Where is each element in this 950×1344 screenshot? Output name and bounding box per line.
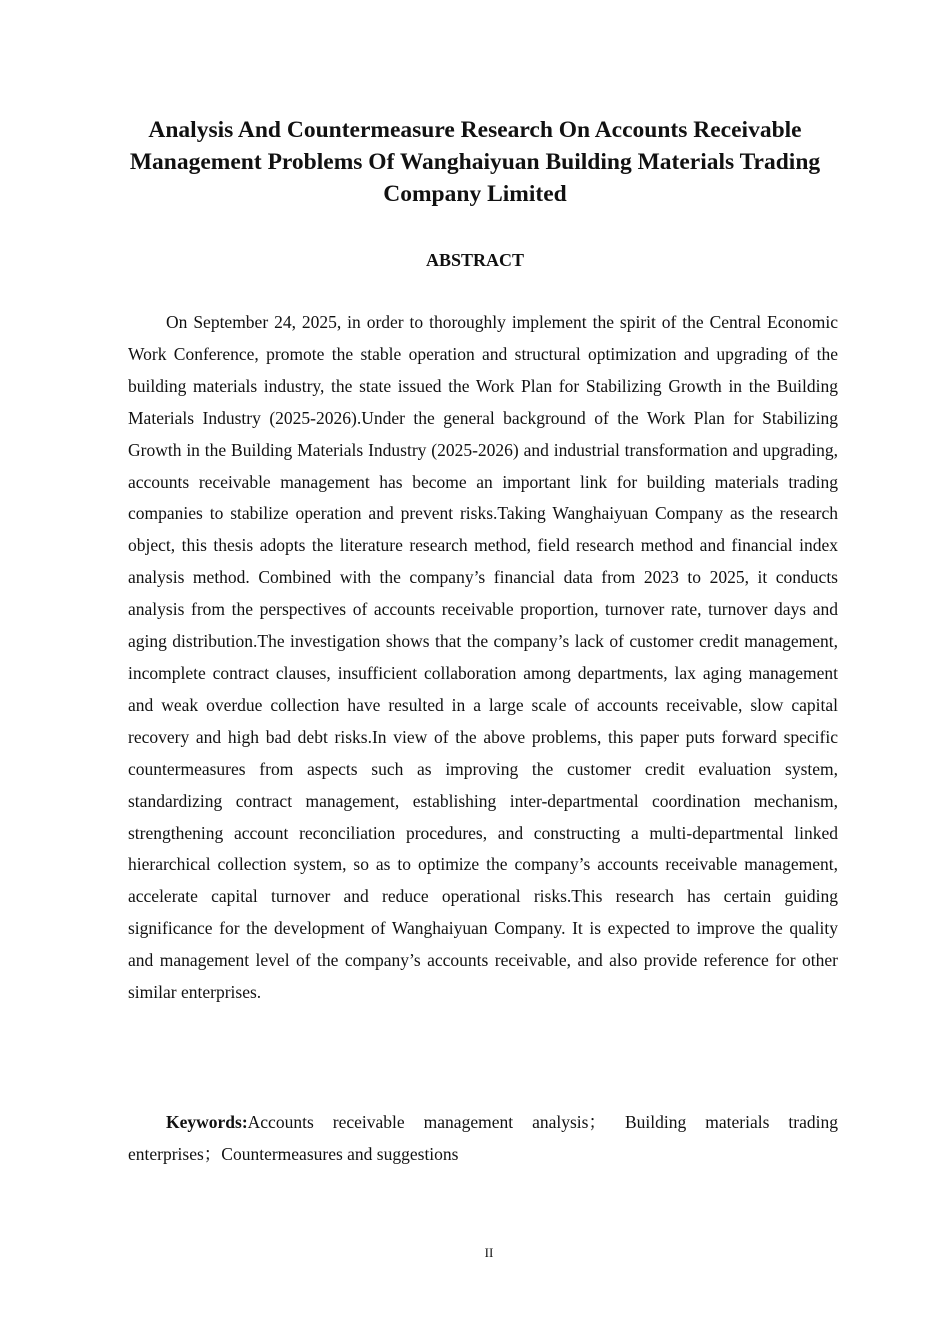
keywords-label: Keywords: <box>166 1112 248 1132</box>
paper-title: Analysis And Countermeasure Research On Accounts Receivable Management Problems Of Wanghaiyuan Building Materials Trading Company Limited <box>129 117 821 207</box>
abstract-heading: ABSTRACT <box>425 250 525 270</box>
keywords-text: Accounts receivable management analysis； Building materials trading enterprises；Countermeasures and suggestions <box>128 1112 838 1164</box>
page-number: II <box>484 1245 494 1260</box>
keywords-paragraph <box>128 1106 838 1170</box>
abstract-body: On September 24, 2025, in order to thoroughly implement the spirit of the Central Economic Work Conference, promote the stable operation and structural optimization and upgrading of the building materials industry, the state issued the Work Plan for Stabilizing Growth in the Building Materials Industry (2025-2026).Under the general background of the Work Plan for Stabilizing Growth in the Building Materials Industry (2025-2026) and industrial transformation and upgrading, accounts receivable management has become an important link for building materials trading companies to stabilize operation and prevent risks.Taking Wanghaiyuan Company as the research object, this thesis adopts the literature research method, field research method and financial index analysis method. Combined with the company’s financial data from 2023 to 2025, it conducts analysis from the perspectives of accounts receivable proportion, turnover rate, turnover days and aging distribution.The investigation shows that the company’s lack of customer credit management, incomplete contract clauses, insufficient collaboration among departments, lax aging management and weak overdue collection have resulted in a large scale of accounts receivable, slow capital recovery and high bad debt risks.In view of the above problems, this paper puts forward specific countermeasures from aspects such as improving the customer credit evaluation system, standardizing contract management, establishing inter-departmental coordination mechanism, strengthening account reconciliation procedures, and constructing a multi-departmental linked hierarchical collection system, so as to optimize the company’s accounts receivable management, accelerate capital turnover and reduce operational risks.This research has certain guiding significance for the development of Wanghaiyuan Company. It is expected to improve the quality and management level of the company’s accounts receivable, and also provide reference for other similar enterprises. <box>128 312 838 1003</box>
